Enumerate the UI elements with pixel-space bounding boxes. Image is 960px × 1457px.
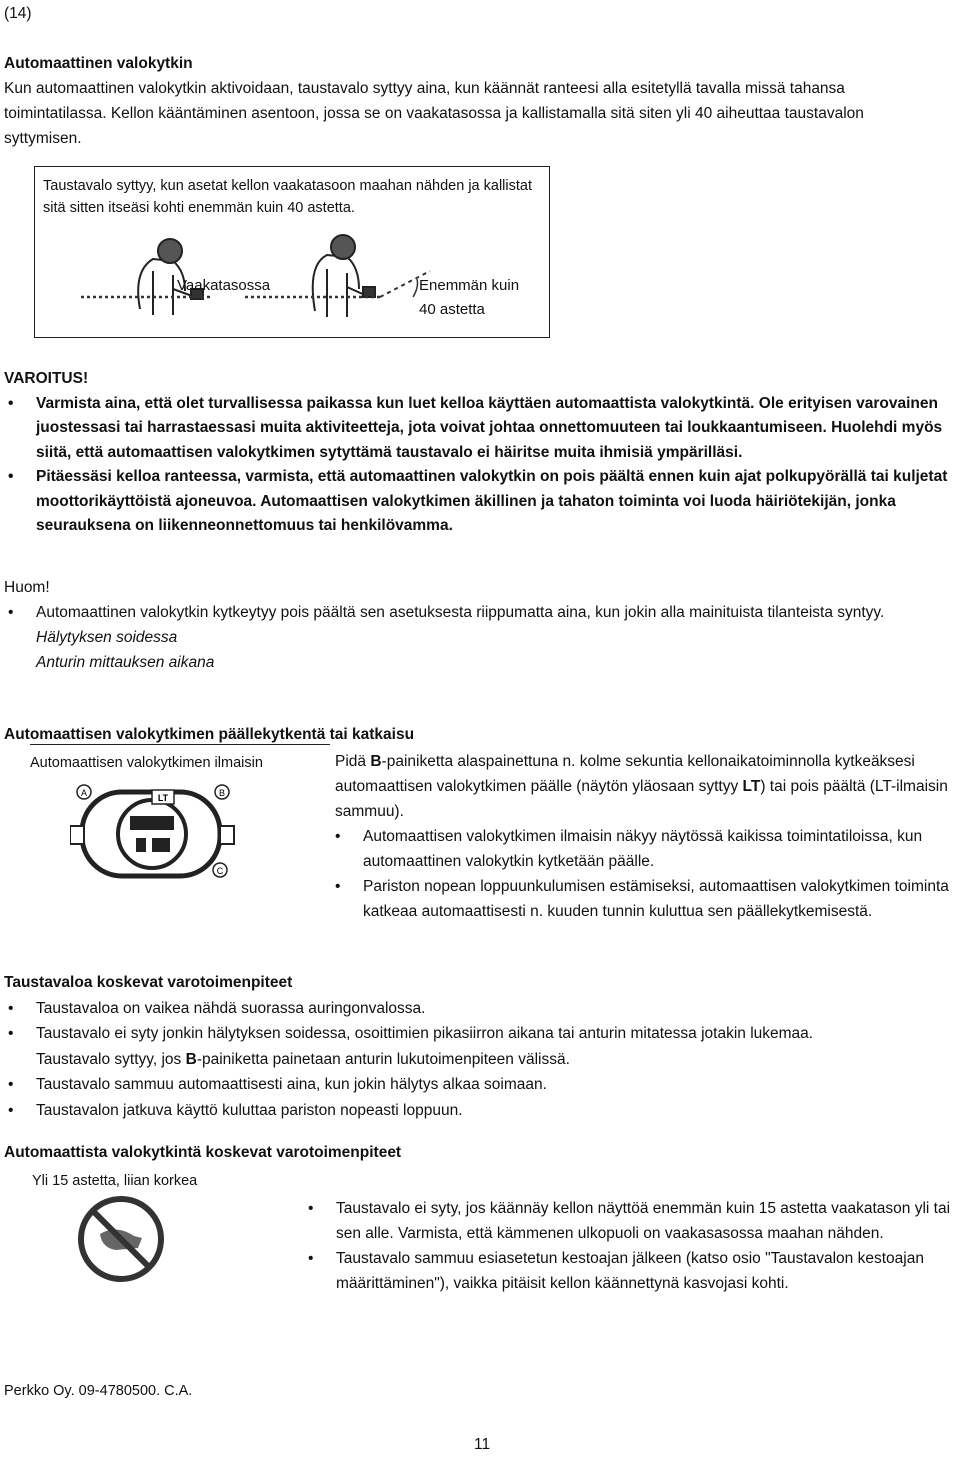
too-high-label: Yli 15 astetta, liian korkea [32, 1173, 198, 1189]
section-title: Automaattisen valokytkimen päällekytkentä tai katkaisu [4, 726, 415, 743]
precaution-button-b: B [185, 1050, 197, 1068]
section-title: Automaattinen valokytkin [4, 55, 193, 72]
note-condition: Hälytyksen soidessa [36, 629, 178, 646]
instr-text-3: ) tai pois päältä (LT-ilmaisin sammuu). [335, 778, 948, 820]
precaution-item [4, 1021, 959, 1072]
precaution-item: • Taustavalo sammuu automaattisesti aina, kun jokin hälytys alkaa soimaan. [4, 1072, 959, 1098]
figure-caption: Taustavalo syttyy, kun asetat kellon vaakatasoon maahan nähden ja kallistat sitä sitten itseäsi kohti enemmän kuin 40 astetta. [43, 178, 532, 216]
precaution-item: • Taustavalon jatkuva käyttö kuluttaa pariston nopeasti loppuun. [4, 1098, 959, 1124]
button-b-label: B [218, 788, 226, 798]
footer-company: Perkko Oy. 09-4780500. C.A. [4, 1383, 193, 1399]
precaution-text: -painiketta painetaan anturin lukutoimenpiteen välissä. [196, 1050, 570, 1068]
auto-switch-precautions [304, 1196, 959, 1296]
precaution-text: Taustavalo syttyy, jos [36, 1050, 186, 1068]
page-label: (14) [4, 5, 32, 22]
no-tilt-icon [76, 1194, 166, 1284]
divider [30, 744, 330, 745]
warning-title: VAROITUS! [4, 370, 89, 387]
instr-button-b: B [370, 753, 382, 770]
person-tilted-icon [313, 235, 375, 317]
label-horizontal: Vaakatasossa [177, 277, 271, 294]
label-over-40-1: Enemmän kuin [419, 277, 520, 294]
angle-arc [413, 279, 418, 297]
button-a-label: A [80, 788, 88, 798]
tilt-figure [34, 166, 550, 338]
auto-switch-bullet: • Taustavalo sammuu esiasetetun kestoajan jälkeen (katso osio "Taustavalon kestoajan määrittäminen"), vaikka pitäisit kellon käännettynä kasvojasi kohti. [304, 1246, 959, 1296]
instruction-paragraph [335, 749, 960, 824]
auto-switch-bullet: • Taustavalo ei syty, jos käännäy kellon näyttöä enemmän kuin 15 astetta vaakatason yli tai sen alle. Varmista, että kämmenen ulkopuoli on vaakasasossa maahan nähden. [304, 1196, 959, 1246]
button-c-label: C [216, 866, 224, 876]
label-over-40-2: 40 astetta [419, 301, 485, 318]
section-auto-light [4, 52, 944, 151]
instr-text-1: Pidä [335, 753, 371, 770]
instruction-bullet: • Automaattisen valokytkimen ilmaisin näkyy näytössä kaikissa toimintatiloissa, kun automaattinen valokytkin kytketään päälle. [331, 824, 960, 874]
backlight-precautions [4, 970, 959, 1123]
warning-block [4, 367, 952, 539]
precaution-text: Taustavalo ei syty jonkin hälytyksen soidessa, osoittimien pikasiirron aikana tai anturin mitatessa jotakin lukemaa. [36, 1025, 814, 1042]
warning-item: • Varmista aina, että olet turvallisessa paikassa kun luet kelloa käyttäen automaattista valokytkintä. Ole erityisen varovainen juostessasi tai harrastaessasi muita aktiviteetteja, jota voivat johtaa onnettomuuteen tai loukkaantumiseen. Huolehdi myös siitä, että automaattisen valokytkimen sytyttämä taustavalo ei häiritse muita ihmisiä ympärilläsi. [4, 392, 952, 466]
section-body: Kun automaattinen valokytkin aktivoidaan, taustavalo syttyy aina, kun käännät ranteesi alla esitetyllä tavalla missä tahansa toimintatilassa. Kellon kääntäminen asentoon, jossa se on vaakatasossa ja kallistamalla sitä siten yli 40 aiheuttaa taustavalon syttymisen. [4, 79, 864, 147]
instr-text-2: -painiketta alaspainettuna n. kolme sekuntia kellonaikatoiminnolla kytkeäksesi automaattisen valokytkimen päälle (näytön yläosaan syttyy [335, 753, 915, 795]
auto-light-instructions [335, 749, 960, 924]
note-title: Huom! [4, 579, 50, 596]
note-item [4, 600, 952, 675]
precaution-item: • Taustavaloa on vaikea nähdä suorassa auringonvalossa. [4, 996, 959, 1022]
warning-item: • Pitäessäsi kelloa ranteessa, varmista, että automaattinen valokytkin on pois päältä ennen kuin ajat polkupyörällä tai kuljetat moottorikäyttöistä ajoneuvoa. Automaattisen valokytkimen äkillinen ja tahaton toiminta voi luoda häiriötekijän, jonka seurauksena on liikenneonnettomuus tai henkilövamma. [4, 465, 952, 539]
instr-lt: LT [742, 778, 761, 795]
watch-diagram [70, 778, 240, 888]
note-item-text: Automaattinen valokytkin kytkeytyy pois päältä sen asetuksesta riippumatta aina, kun jokin alla mainituista tilanteista syntyy. [36, 604, 885, 621]
section-title: Automaattista valokytkintä koskevat varotoimenpiteet [4, 1144, 402, 1161]
indicator-label: Automaattisen valokytkimen ilmaisin [30, 755, 263, 771]
page-number: 11 [474, 1436, 491, 1453]
section-title: Taustavaloa koskevat varotoimenpiteet [4, 974, 293, 991]
note-condition: Anturin mittauksen aikana [36, 654, 215, 671]
instruction-bullet: • Pariston nopean loppuunkulumisen estämiseksi, automaattisen valokytkimen toiminta katkeaa automaattisesti n. kuuden tunnin kuluttua sen päällekytkemisestä. [331, 874, 960, 924]
note-block [4, 575, 952, 675]
lt-indicator: LT [157, 793, 169, 803]
